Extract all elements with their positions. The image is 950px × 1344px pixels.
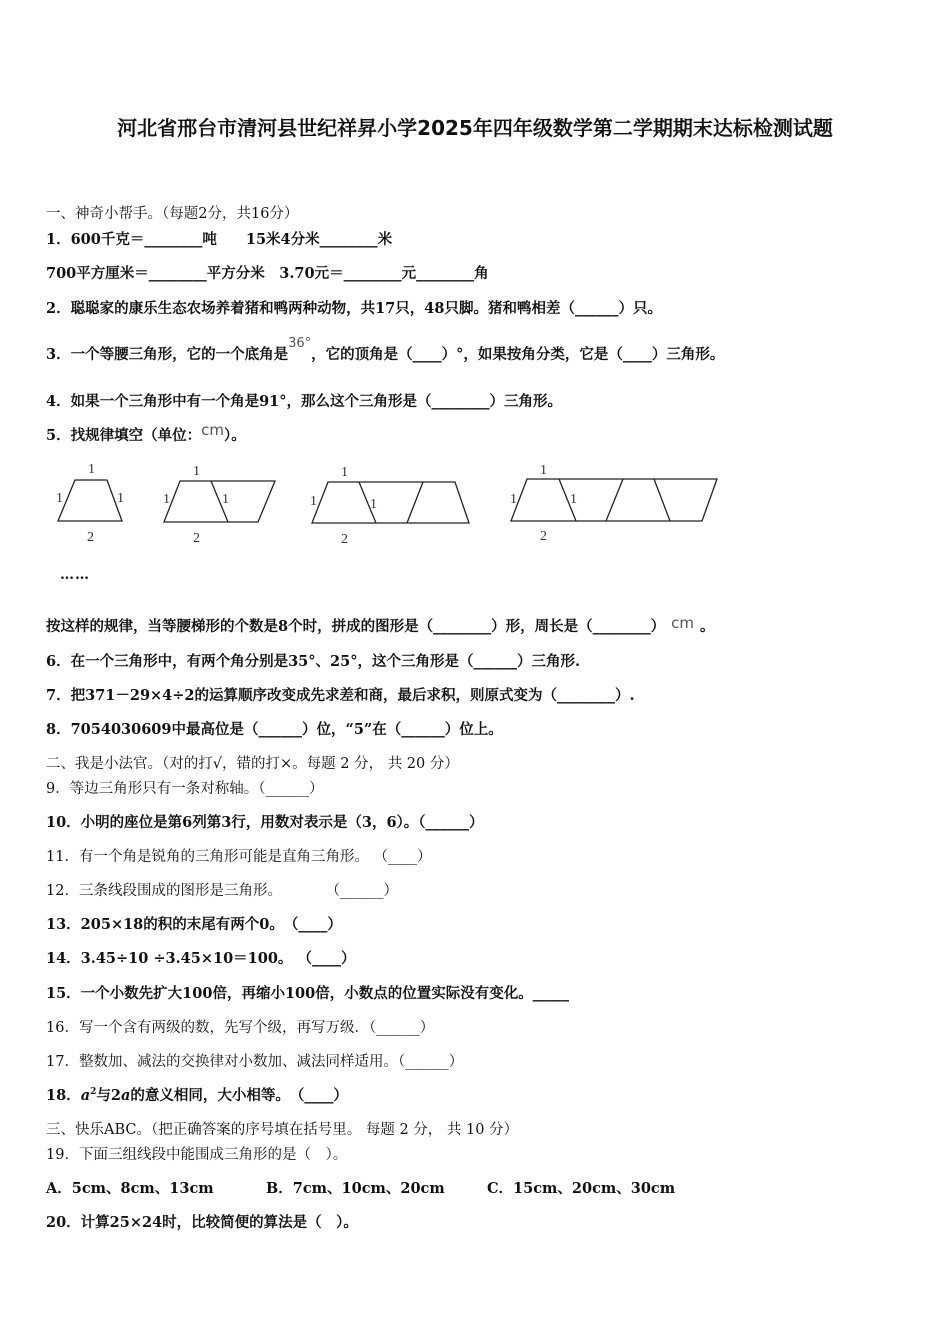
question-3-suffix: ，它的顶角是（____）°，如果按角分类，它是（____）三角形。 <box>311 346 725 363</box>
trapezoid-1a <box>58 480 122 521</box>
fig4-divider-3 <box>654 479 670 521</box>
question-10: 10．小明的座位是第6列第3行，用数对表示是（3，6）。（______） <box>46 814 484 831</box>
section-3-heading: 三、快乐ABC。（把正确答案的序号填在括号里。 每题 2 分， 共 10 分） <box>46 1122 519 1138</box>
question-19-option-b: B．7cm、10cm、20cm <box>266 1180 445 1197</box>
question-7: 7．把371－29×4÷2的运算顺序改变成先求差和商，最后求积，则原式变为（________）. <box>46 687 635 704</box>
fig4-divider-2 <box>606 479 623 521</box>
question-3-prefix: 3．一个等腰三角形，它的一个底角是 <box>46 346 289 363</box>
fig4-mid-label: 1 <box>570 492 577 507</box>
question-19: 19．下面三组线段中能围成三角形的是（ ）。 <box>46 1147 348 1163</box>
trapezoid-pattern-figure <box>0 455 950 555</box>
fig3-divider-2 <box>407 482 423 523</box>
question-20: 20．计算25×24时，比较简便的算法是（ ）。 <box>46 1214 358 1231</box>
fig1-bottom-label: 2 <box>87 530 94 545</box>
question-5-suffix: ）。 <box>223 427 246 444</box>
fig2-left-label: 1 <box>163 492 170 507</box>
question-3-degree: 36° <box>288 336 312 351</box>
fig4-bottom-label: 2 <box>540 529 547 544</box>
question-1a: 1．600千克＝________吨 15米4分米________米 <box>46 231 393 248</box>
question-5-prefix: 5．找规律填空（单位： <box>46 427 202 444</box>
fig3-mid-label: 1 <box>370 497 377 512</box>
question-19-option-a: A．5cm、8cm、13cm <box>46 1180 214 1197</box>
question-2: 2．聪聪家的康乐生态农场养着猪和鸭两种动物，共17只，48只脚。猪和鸭相差（______）只。 <box>46 300 662 317</box>
fig1-top-label: 1 <box>88 462 95 477</box>
question-8: 8．7054030609中最高位是（______）位，“5”在（______）位上。 <box>46 721 503 738</box>
page-title: 河北省邢台市清河县世纪祥昇小学2025年四年级数学第二学期期末达标检测试题 <box>117 116 833 140</box>
question-15: 15．一个小数先扩大100倍，再缩小100倍，小数点的位置实际没有变化。_____ <box>46 985 569 1002</box>
question-9: 9．等边三角形只有一条对称轴。（______） <box>46 781 324 797</box>
fig2-mid-label: 1 <box>222 492 229 507</box>
question-17: 17．整数加、减法的交换律对小数加、减法同样适用。（______） <box>46 1054 464 1070</box>
question-4: 4．如果一个三角形中有一个角是91°，那么这个三角形是（________）三角形。 <box>46 393 563 410</box>
question-18-mid: 与2 <box>96 1087 121 1104</box>
question-6: 6．在一个三角形中，有两个角分别是35°、25°，这个三角形是（______）三角形. <box>46 653 580 670</box>
fig2-bottom-label: 2 <box>193 531 200 546</box>
question-18-number: 18． <box>46 1087 81 1104</box>
fig1-left-label: 1 <box>56 491 63 506</box>
fig4-left-label: 1 <box>510 492 517 507</box>
section-2-heading: 二、我是小法官。（对的打√，错的打×。每题 2 分， 共 20 分） <box>46 756 459 772</box>
fig3-left-label: 1 <box>310 494 317 509</box>
trapezoid-3 <box>312 482 469 523</box>
question-18-var-a: a <box>80 1087 91 1104</box>
question-5b <box>46 615 714 636</box>
fig4-top-label: 1 <box>540 463 547 478</box>
ellipsis-dots: …… <box>60 567 90 583</box>
section-1-heading: 一、神奇小帮手。（每题2分，共16分） <box>46 206 299 222</box>
question-18-var-a2: a <box>120 1087 131 1104</box>
question-18-exponent: 2 <box>90 1087 97 1098</box>
fig1-right-label: 1 <box>117 491 124 506</box>
question-19-option-c: C．15cm、20cm、30cm <box>487 1180 676 1197</box>
question-3 <box>46 336 725 364</box>
fig3-top-label: 1 <box>341 465 348 480</box>
fig3-bottom-label: 2 <box>341 532 348 547</box>
question-18 <box>46 1084 348 1105</box>
question-1b: 700平方厘米＝________平方分米 3.70元＝________元________角 <box>46 265 489 282</box>
question-16: 16．写一个含有两级的数，先写个级，再写万级．（______） <box>46 1020 435 1036</box>
question-18-suffix: 的意义相同，大小相等。 （____） <box>130 1087 348 1104</box>
question-5 <box>46 421 246 445</box>
question-11: 11．有一个角是锐角的三角形可能是直角三角形。 （____） <box>46 849 432 865</box>
question-13: 13．205×18的积的末尾有两个0。 （____） <box>46 916 342 933</box>
question-5b-unit: cm <box>671 614 694 632</box>
question-12: 12．三条线段围成的图形是三角形。 （______） <box>46 883 398 899</box>
fig2-top-label: 1 <box>193 464 200 479</box>
question-5b-suffix: 。 <box>699 618 715 635</box>
question-5-unit: cm <box>201 421 224 439</box>
question-5b-text: 按这样的规律，当等腰梯形的个数是8个时，拼成的图形是（________）形，周长是（________） <box>46 618 666 635</box>
question-14: 14．3.45÷10 ÷3.45×10＝100。 （____） <box>46 950 356 967</box>
